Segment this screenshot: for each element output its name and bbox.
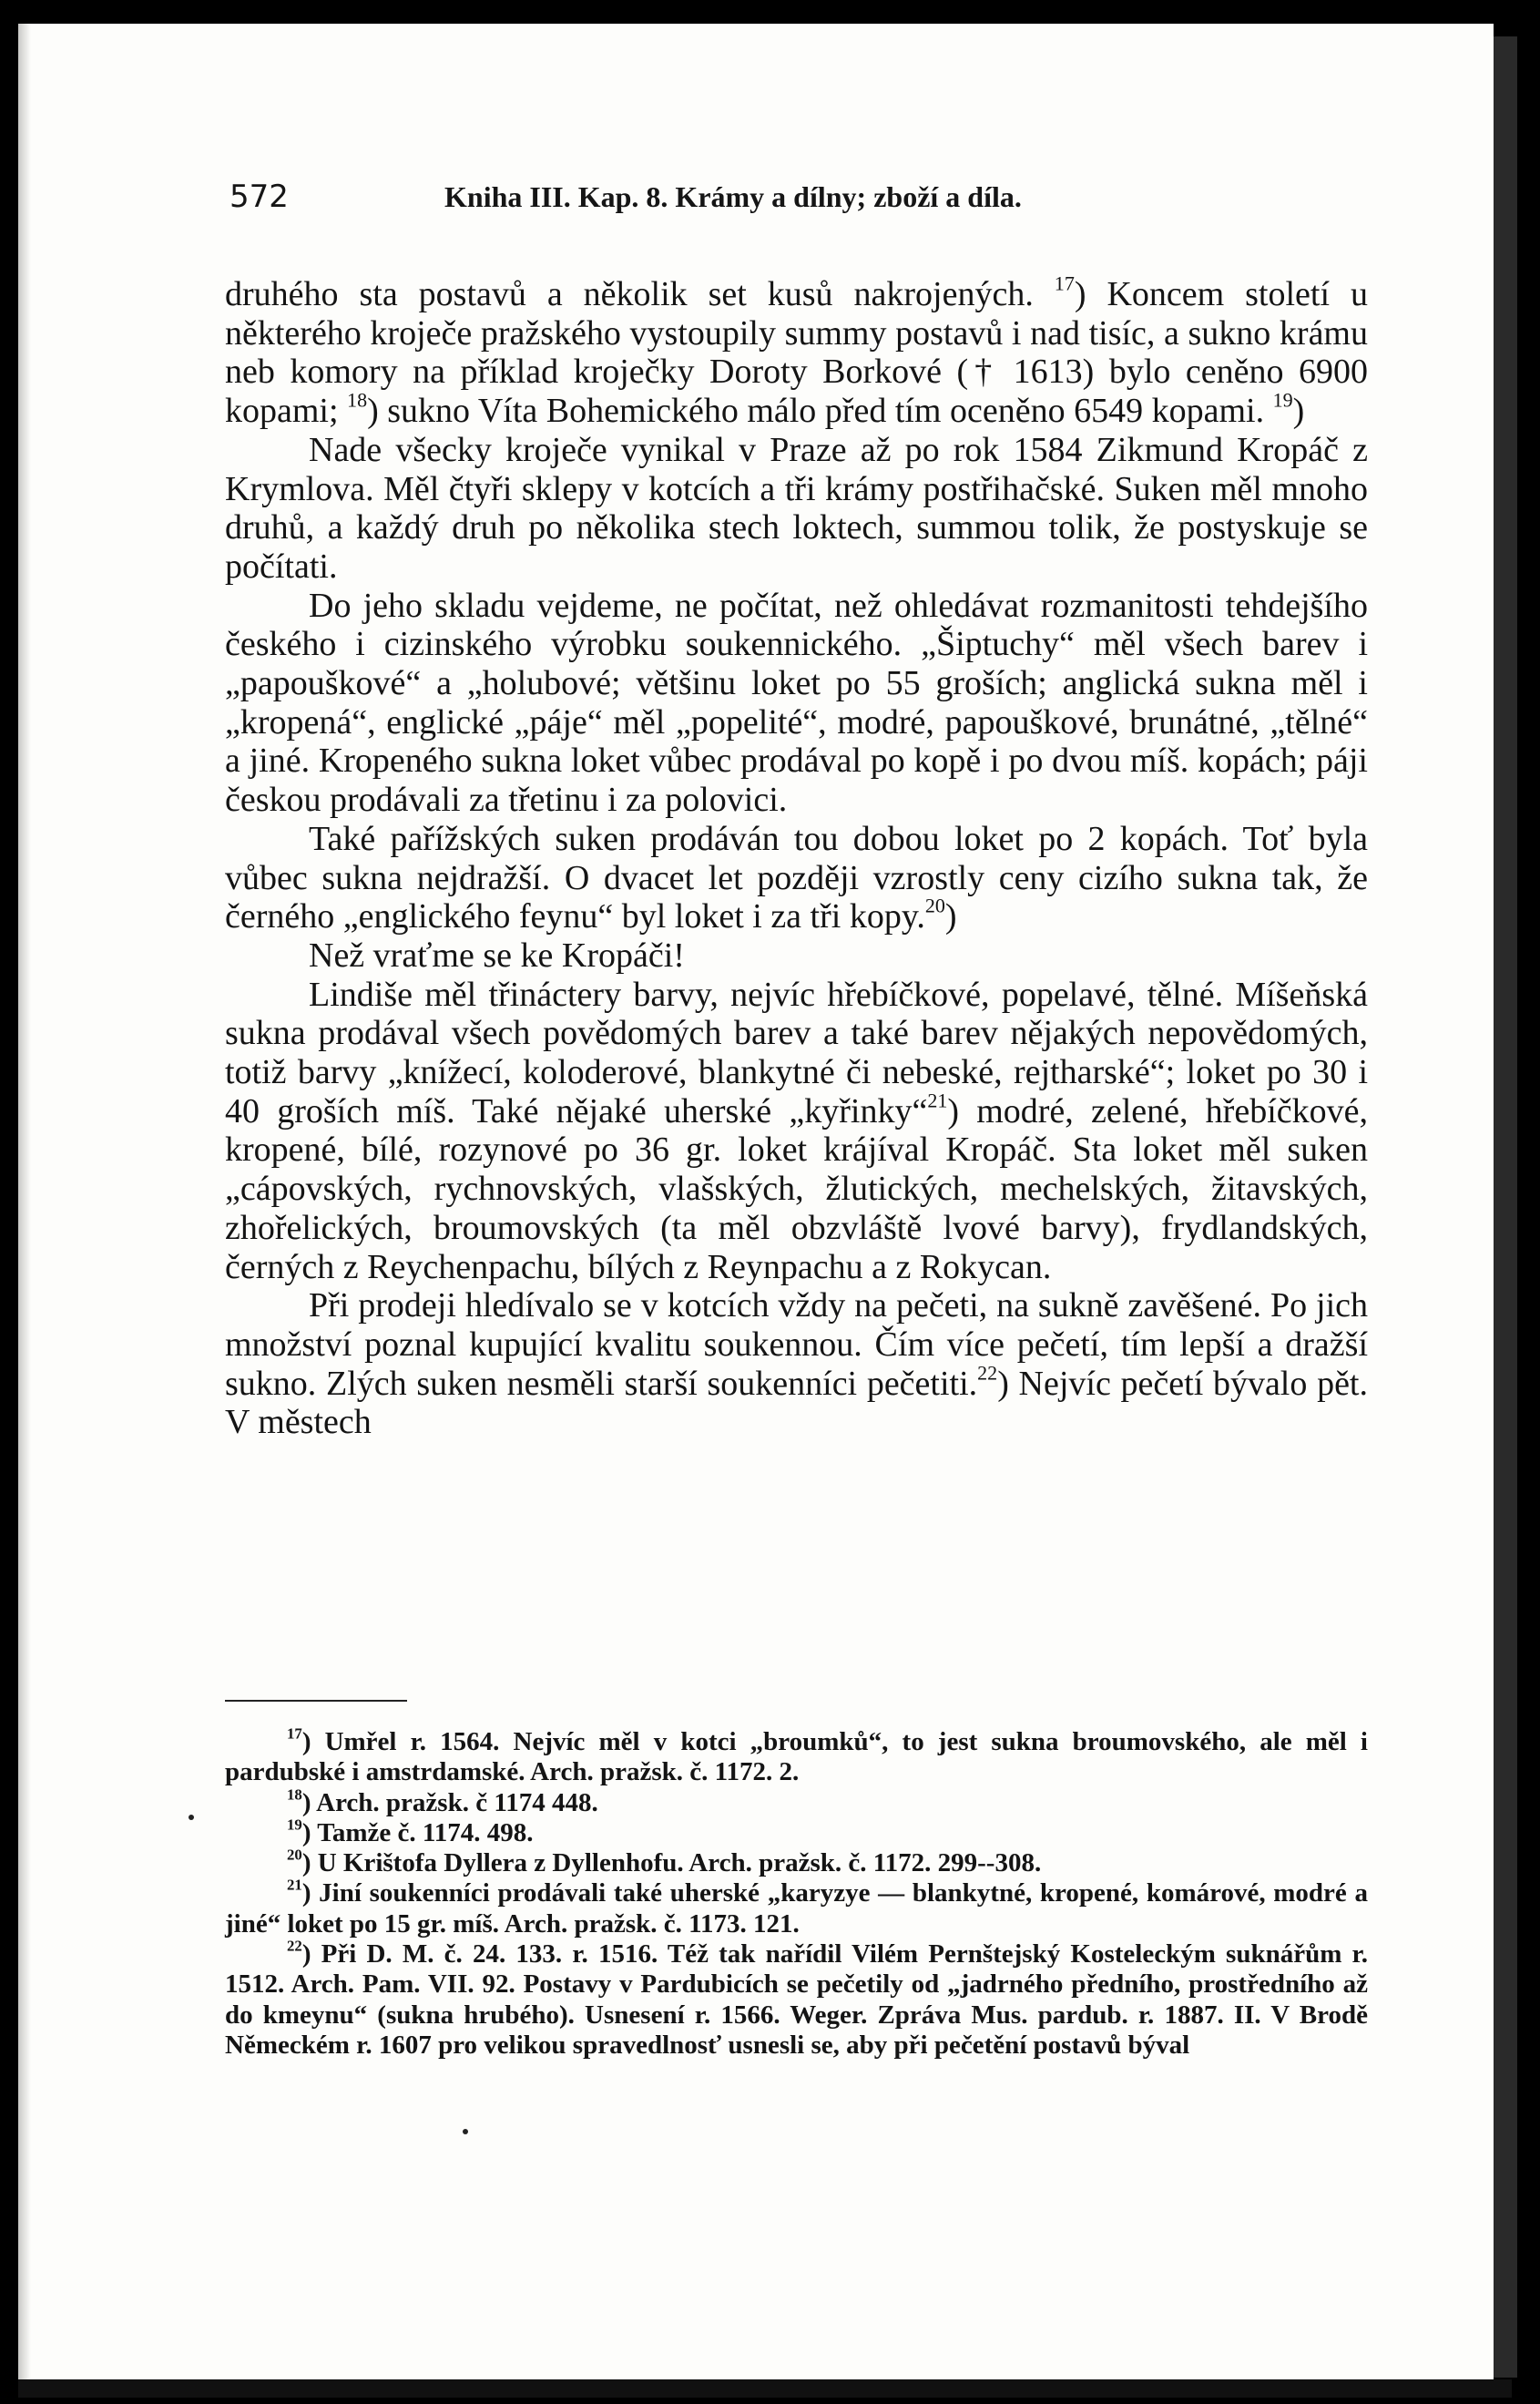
- page-number: 572: [229, 179, 289, 215]
- footnote-text: ) Jiní soukenníci prodávali také uherské „karyzye — blankytné, kropené, komárové, modré a jiné“ loket po 15 gr. míš. Arch. pražsk. č. 1173. 121.: [225, 1878, 1368, 1939]
- text-run: ): [1292, 392, 1305, 431]
- footnote: [225, 1878, 1368, 1939]
- footnote-ref: 21: [927, 1089, 948, 1112]
- footnote-text: ) Při D. M. č. 24. 133. r. 1516. Též tak nařídil Vilém Pernštejský Kosteleckým suknářům r. 1512. Arch. Pam. VII. 92. Postavy v Pardubicích se pečetily od „jadrného předního, prostředního až do kmeynu“ (sukna hrubého). Usnesení r. 1566. Weger. Zpráva Mus. pardub. r. 1887. II. V Brodě Německém r. 1607 pro velikou spravedlnosť usnesli se, aby při pečetění postavů býval: [225, 1939, 1368, 2060]
- footnote: [225, 1848, 1368, 1878]
- footnote-number: 17: [287, 1724, 302, 1743]
- page-header: [229, 179, 1368, 224]
- text-run: Než vraťme se ke Kropáči!: [309, 936, 685, 975]
- running-title: Kniha III. Kap. 8. Krámy a dílny; zboží a díla.: [444, 180, 1022, 213]
- paragraph: [225, 431, 1368, 587]
- footnote: [225, 1785, 1368, 1818]
- page-gutter-shadow: [18, 24, 31, 2383]
- footnote-text: ) Arch. pražsk. č 1174 448.: [301, 1787, 598, 1817]
- footnote-ref: 18: [347, 388, 368, 412]
- footnote-number: 22: [287, 1937, 302, 1955]
- main-text: [225, 271, 1368, 1442]
- footnote-text: ) Tamže č. 1174. 498.: [301, 1817, 534, 1847]
- paragraph: [225, 271, 1368, 431]
- text-run: Do jeho skladu vejdeme, ne počítat, než ohledávat rozmanitosti tehdejšího českého i cizinského výrobku soukennického. „Šiptuchy“ měl všech barev i „papouškové“ a „holubové; většinu loket po 55 groších; anglická sukna měl i „kropená“, englické „páje“ měl „popelité“, modré, papouškové, brunátné, „tělné“ a jiné. Kropeného sukna loket vůbec prodával po kopě i po dvou míš. kopách; páji českou prodávali za třetinu i za polovici.: [225, 586, 1368, 820]
- text-run: ): [944, 897, 957, 936]
- footnote-ref: 19: [1272, 388, 1293, 412]
- footnote-text: ) U Krištofa Dyllera z Dyllenhofu. Arch. pražsk. č. 1172. 299--308.: [301, 1848, 1042, 1878]
- paragraph: [225, 1286, 1368, 1442]
- paragraph: [225, 976, 1368, 1287]
- footnote-ref: 20: [924, 894, 945, 917]
- text-run: Nade všecky kroječe vynikal v Praze až po rok 1584 Zikmund Kropáč z Krymlova. Měl čtyři sklepy v kotcích a tři krámy postřihačské. Suken měl mnoho druhů, a každý druh po několika stech loktech, summou tolik, že postyskuje se počítati.: [225, 430, 1368, 586]
- paragraph: [225, 936, 1368, 976]
- footnote: [225, 1818, 1368, 1848]
- scan-edge-right: [1494, 36, 1517, 2378]
- text-run: ) sukno Víta Bohemického málo před tím oceněno 6549 kopami.: [367, 392, 1273, 431]
- footnote-number: 20: [287, 1846, 302, 1864]
- footnote-ref: 22: [977, 1361, 998, 1385]
- text-run: Také pařížských suken prodáván tou dobou loket po 2 kopách. Toť byla vůbec sukna nejdražší. O dvacet let později vzrostly ceny cizího sukna tak, že černého „englického feynu“ byl loket i za tři kopy.: [225, 819, 1368, 936]
- footnote: [225, 1939, 1368, 2061]
- footnote-ref: 17: [1054, 271, 1075, 295]
- print-speck: [463, 2129, 468, 2134]
- text-run: ) modré, zelené, hřebíčkové, kropené, bílé, rozynové po 36 gr. loket krájíval Kropáč. Sta loket měl suken „cápovských, rychnovských, vlašských, žlutických, mechelských, žitavských, zhořelických, broumovských (ta měl obzvláště lvové barvy), frydlandských, černých z Reychenpachu, bílých z Reynpachu a z Rokycan.: [225, 1091, 1368, 1286]
- footnote-separator: [225, 1700, 407, 1702]
- footnote-number: 21: [287, 1876, 302, 1894]
- footnote-number: 19: [287, 1816, 302, 1834]
- footnote-number: 18: [287, 1785, 302, 1803]
- text-run: ) Nejvíc pečetí bývalo pět. V městech: [225, 1364, 1368, 1442]
- footnote: [225, 1724, 1368, 1788]
- footnotes: [225, 1724, 1368, 2061]
- scan-edge-bottom: [18, 2379, 1512, 2398]
- paragraph: [225, 820, 1368, 936]
- paragraph: [225, 587, 1368, 820]
- text-run: ) Koncem století u některého kroječe pražského vystoupily summy postavů i nad tisíc, a sukno krámu neb komory na příklad kroječky Doroty Borkové († 1613) bylo ceněno 6900 kopami;: [225, 275, 1368, 431]
- footnote-text: ) Umřel r. 1564. Nejvíc měl v kotci „broumků“, to jest sukna broumovského, ale měl i pardubské i amstrdamské. Arch. pražsk. č. 1172. 2.: [225, 1727, 1368, 1787]
- print-speck: [189, 1815, 194, 1820]
- text-run: Lindiše měl třináctery barvy, nejvíc hřebíčkové, popelavé, tělné. Míšeňská sukna prodával všech povědomých barev a také barev nějakých nepovědomých, totiž barvy „knížecí, koloderové, blankytné či nebeské, rejtharské“; loket po 30 i 40 groších míš. Také nějaké uherské „kyřinky“: [225, 975, 1368, 1130]
- text-run: Při prodeji hledívalo se v kotcích vždy na pečeti, na sukně zavěšené. Po jich množství poznal kupující kvalitu soukennou. Čím více pečetí, tím lepší a dražší sukno. Zlých suken nesměli starší soukenníci pečetiti.: [225, 1286, 1368, 1403]
- text-run: druhého sta postavů a několik set kusů nakrojených.: [225, 275, 1055, 313]
